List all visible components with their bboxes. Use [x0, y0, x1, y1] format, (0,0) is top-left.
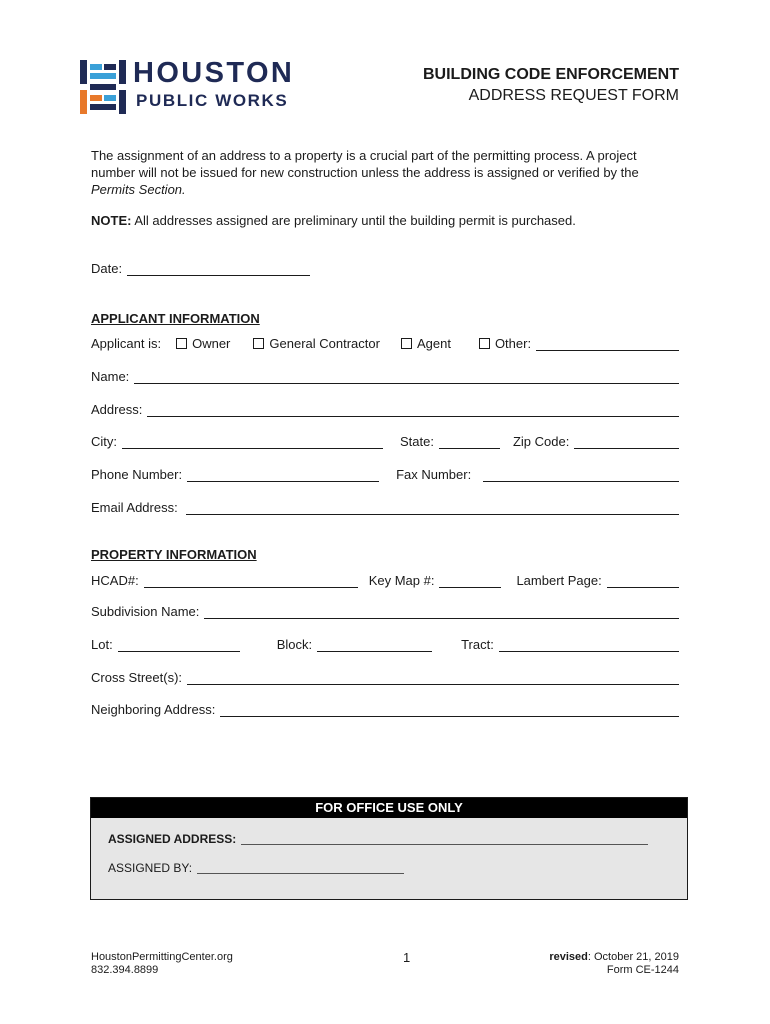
city-state-zip-row: [91, 434, 679, 450]
footer-revised-line: [549, 951, 679, 964]
applicant-type-row: [91, 336, 679, 352]
date-field[interactable]: [127, 263, 310, 276]
agent-option[interactable]: [401, 336, 451, 352]
office-use-title: FOR OFFICE USE ONLY: [91, 798, 687, 818]
block-label: Block:: [276, 637, 313, 652]
footer-phone: 832.394.8899: [91, 964, 159, 976]
assigned-by-row: [108, 861, 404, 875]
state-field[interactable]: [439, 436, 500, 449]
intro-paragraph: [91, 147, 681, 198]
email-label: Email Address:: [91, 500, 178, 515]
applicant-is-label: Applicant is:: [91, 336, 162, 351]
phone-field[interactable]: [187, 469, 379, 482]
intro-text: The assignment of an address to a property is a crucial part of the permitting process. A project number will not be issued for new construction unless the address is assigned or verified by the: [91, 148, 639, 180]
other-checkbox[interactable]: [479, 338, 490, 349]
general-contractor-option[interactable]: [253, 336, 380, 352]
state-label: State:: [400, 434, 434, 449]
subdivision-field[interactable]: [204, 606, 679, 619]
lot-label: Lot:: [91, 637, 113, 652]
email-field[interactable]: [186, 502, 679, 515]
tract-field[interactable]: [499, 639, 679, 652]
cross-street-field[interactable]: [187, 672, 679, 685]
assigned-by-field[interactable]: [197, 861, 404, 874]
hcad-row: [91, 573, 679, 589]
subdivision-label: Subdivision Name:: [91, 604, 200, 619]
office-use-box: [90, 797, 688, 900]
zip-field[interactable]: [574, 436, 679, 449]
assigned-by-label: ASSIGNED BY:: [108, 861, 193, 875]
block-field[interactable]: [317, 639, 432, 652]
hcad-label: HCAD#:: [91, 573, 139, 588]
cross-street-row: [91, 670, 679, 686]
logo-houston-text: HOUSTON: [133, 57, 295, 89]
cross-street-label: Cross Street(s):: [91, 670, 183, 685]
lot-field[interactable]: [118, 639, 240, 652]
city-field[interactable]: [122, 436, 383, 449]
agent-option-label: Agent: [416, 336, 451, 351]
note-paragraph: [91, 213, 576, 228]
phone-label: Phone Number:: [91, 467, 183, 482]
fax-field[interactable]: [483, 469, 679, 482]
owner-option[interactable]: [176, 336, 230, 352]
keymap-field[interactable]: [439, 575, 501, 588]
other-field[interactable]: [536, 338, 679, 351]
city-label: City:: [91, 434, 117, 449]
general-contractor-option-label: General Contractor: [269, 336, 380, 351]
form-title: BUILDING CODE ENFORCEMENT: [423, 66, 679, 83]
neighboring-address-label: Neighboring Address:: [91, 702, 216, 717]
zip-label: Zip Code:: [512, 434, 570, 449]
fax-label: Fax Number:: [396, 467, 472, 482]
other-option[interactable]: [479, 336, 531, 352]
logo-public-works-text: PUBLIC WORKS: [136, 91, 289, 110]
owner-checkbox[interactable]: [176, 338, 187, 349]
footer-revision: [549, 951, 679, 977]
hcad-field[interactable]: [144, 575, 358, 588]
note-label: NOTE:: [91, 213, 132, 228]
note-text: All addresses assigned are preliminary until the building permit is purchased.: [131, 213, 576, 228]
owner-option-label: Owner: [192, 336, 231, 351]
footer-contact: [91, 951, 233, 977]
property-section-title: PROPERTY INFORMATION: [91, 547, 257, 562]
footer-revised-date: : October 21, 2019: [587, 951, 679, 963]
address-row: [91, 402, 679, 418]
footer-revised-label: revised: [549, 951, 588, 963]
tract-label: Tract:: [461, 637, 494, 652]
page-number: 1: [403, 950, 411, 965]
intro-emphasis: Permits Section.: [91, 182, 186, 197]
houston-public-works-logo-mark: [80, 60, 126, 114]
name-field[interactable]: [134, 371, 679, 384]
assigned-address-label: ASSIGNED ADDRESS:: [108, 832, 237, 846]
assigned-address-row: [108, 832, 648, 846]
address-label: Address:: [91, 402, 143, 417]
other-option-label: Other:: [494, 336, 532, 351]
neighboring-address-row: [91, 702, 679, 718]
lambert-label: Lambert Page:: [516, 573, 602, 588]
lambert-field[interactable]: [607, 575, 679, 588]
form-subtitle: ADDRESS REQUEST FORM: [468, 87, 679, 104]
general-contractor-checkbox[interactable]: [253, 338, 264, 349]
name-row: [91, 369, 679, 385]
footer-website: HoustonPermittingCenter.org: [91, 951, 233, 963]
email-row: [91, 500, 679, 516]
agent-checkbox[interactable]: [401, 338, 412, 349]
lot-block-tract-row: [91, 637, 679, 653]
address-field[interactable]: [147, 404, 679, 417]
phone-fax-row: [91, 467, 679, 483]
date-label: Date:: [91, 261, 123, 276]
footer-form-number: Form CE-1244: [606, 964, 679, 976]
assigned-address-field[interactable]: [241, 832, 648, 845]
neighboring-address-field[interactable]: [220, 704, 679, 717]
applicant-section-title: APPLICANT INFORMATION: [91, 311, 260, 326]
subdivision-row: [91, 604, 679, 620]
keymap-label: Key Map #:: [368, 573, 435, 588]
name-label: Name:: [91, 369, 130, 384]
date-row: [91, 261, 321, 277]
